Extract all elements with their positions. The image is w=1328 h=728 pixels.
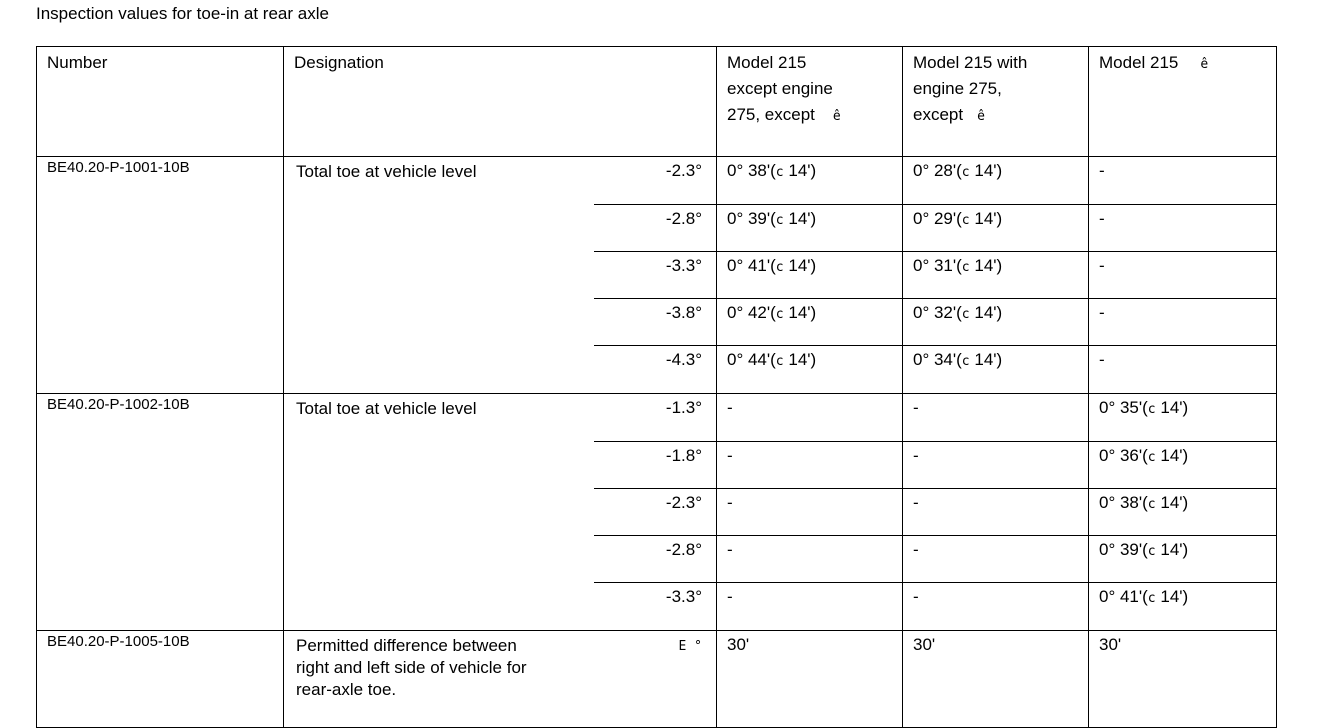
cell-value: -	[717, 536, 903, 583]
cell-value: -	[903, 536, 1089, 583]
footnote-symbol: ê	[832, 109, 841, 124]
tolerance-symbol: c	[1147, 591, 1156, 606]
cell-value: -	[1089, 157, 1277, 205]
header-col2-line3: except ê	[913, 105, 985, 124]
tolerance-symbol: c	[1147, 402, 1156, 417]
cell-condition: -4.3°	[594, 346, 717, 394]
cell-value: 0° 39'(c 14')	[1089, 536, 1277, 583]
designation-line: rear-axle toe.	[296, 680, 397, 699]
cell-value: -	[903, 394, 1089, 442]
tolerance-symbol: c	[961, 213, 970, 228]
tolerance-symbol: c	[775, 213, 784, 228]
tolerance-symbol: c	[1147, 544, 1156, 559]
tolerance-symbol: c	[961, 260, 970, 275]
tolerance-symbol: c	[961, 307, 970, 322]
cell-number: BE40.20-P-1001-10B	[37, 157, 284, 394]
cell-value: 0° 42'(c 14')	[717, 299, 903, 346]
cell-value: 0° 38'(c 14')	[1089, 489, 1277, 536]
header-model-col2	[903, 47, 1089, 157]
cell-value: 0° 31'(c 14')	[903, 252, 1089, 299]
header-model-col3	[1089, 47, 1277, 157]
header-row	[37, 47, 1277, 157]
cell-value: 0° 35'(c 14')	[1089, 394, 1277, 442]
header-col1-line3: 275, except ê	[727, 105, 841, 124]
inspection-table	[36, 46, 1277, 728]
cell-condition: -3.8°	[594, 299, 717, 346]
cell-value: 0° 32'(c 14')	[903, 299, 1089, 346]
cell-value: 0° 44'(c 14')	[717, 346, 903, 394]
cell-value: -	[1089, 205, 1277, 252]
tolerance-symbol: c	[775, 260, 784, 275]
cell-value: -	[717, 489, 903, 536]
cell-number: BE40.20-P-1005-10B	[37, 631, 284, 728]
header-col2-line1: Model 215 with	[913, 53, 1028, 72]
cell-value: -	[717, 442, 903, 489]
header-col2-line2: engine 275,	[913, 79, 1002, 98]
header-col1-line2: except engine	[727, 79, 833, 98]
tolerance-symbol: c	[775, 354, 784, 369]
tolerance-symbol: c	[775, 307, 784, 322]
cell-value: -	[1089, 252, 1277, 299]
cell-condition: -1.8°	[594, 442, 717, 489]
table-row	[37, 157, 1277, 205]
cell-value: 30'	[717, 631, 903, 728]
footnote-symbol: ê	[977, 109, 985, 124]
cell-designation	[284, 631, 594, 728]
cell-value: 0° 38'(c 14')	[717, 157, 903, 205]
cell-condition: -2.8°	[594, 536, 717, 583]
cell-designation: Total toe at vehicle level	[284, 157, 594, 394]
tolerance-symbol: c	[961, 354, 970, 369]
document-title: Inspection values for toe-in at rear axle	[36, 4, 329, 23]
cell-condition: -2.8°	[594, 205, 717, 252]
cell-value: -	[717, 394, 903, 442]
cell-value: -	[903, 442, 1089, 489]
table-row	[37, 631, 1277, 728]
tolerance-symbol: c	[1147, 497, 1156, 512]
header-model-col1	[717, 47, 903, 157]
cell-condition: -3.3°	[594, 583, 717, 631]
cell-designation: Total toe at vehicle level	[284, 394, 594, 631]
table-row	[37, 394, 1277, 442]
designation-line: Permitted difference between	[296, 636, 517, 655]
cell-value: 0° 39'(c 14')	[717, 205, 903, 252]
cell-value: -	[1089, 346, 1277, 394]
cell-value: -	[903, 583, 1089, 631]
angle-symbol: E °	[678, 639, 702, 654]
cell-value: 0° 28'(c 14')	[903, 157, 1089, 205]
cell-value: -	[1089, 299, 1277, 346]
tolerance-symbol: c	[1147, 450, 1156, 465]
cell-condition: -1.3°	[594, 394, 717, 442]
cell-condition	[594, 631, 717, 728]
cell-condition: -3.3°	[594, 252, 717, 299]
cell-value: 0° 41'(c 14')	[717, 252, 903, 299]
cell-value: -	[717, 583, 903, 631]
footnote-symbol: ê	[1200, 57, 1209, 72]
cell-value: 0° 34'(c 14')	[903, 346, 1089, 394]
cell-value: 0° 29'(c 14')	[903, 205, 1089, 252]
cell-condition: -2.3°	[594, 489, 717, 536]
cell-value: 30'	[1089, 631, 1277, 728]
designation-line: right and left side of vehicle for	[296, 658, 527, 677]
cell-value: 0° 36'(c 14')	[1089, 442, 1277, 489]
cell-number: BE40.20-P-1002-10B	[37, 394, 284, 631]
tolerance-symbol: c	[775, 165, 784, 180]
cell-value: 0° 41'(c 14')	[1089, 583, 1277, 631]
header-number: Number	[37, 47, 284, 157]
tolerance-symbol: c	[961, 165, 970, 180]
header-col1-line1: Model 215	[727, 53, 807, 72]
header-col3-line1: Model 215 ê	[1099, 53, 1209, 72]
cell-value: 30'	[903, 631, 1089, 728]
header-designation: Designation	[284, 47, 717, 157]
cell-value: -	[903, 489, 1089, 536]
cell-condition: -2.3°	[594, 157, 717, 205]
